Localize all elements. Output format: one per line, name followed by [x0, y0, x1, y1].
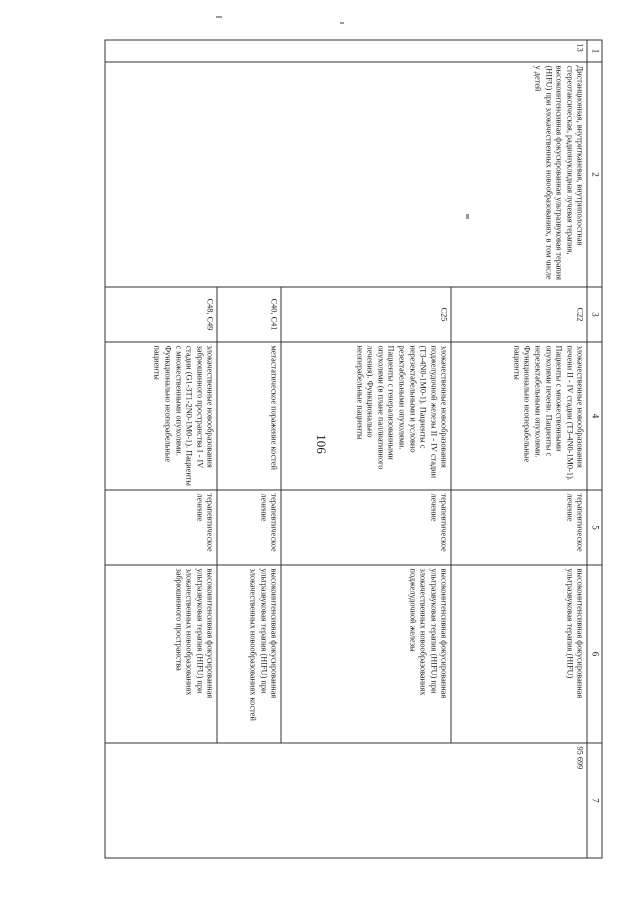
column-number: 7 — [587, 743, 602, 858]
service-name: Дистанционная, внутритканевая, внутриполостная стереотаксическая, радионуклидная лучевая терапия, высокоинтенсивная фокусированная ультразвуковая терапия (HIFU) при злокачественных новообразованиях, в том числе у детей — [105, 62, 587, 287]
treatment-type: терапевтическое лечение — [217, 490, 281, 565]
treatment-type: терапевтическое лечение — [105, 490, 217, 565]
column-number-row — [587, 40, 602, 858]
treatment-method: высокоинтенсивная фокусированная ультразвуковая терапия (HIFU) — [451, 565, 587, 743]
icd-code: C48, C49 — [105, 287, 217, 342]
column-number: 1 — [587, 40, 602, 62]
icd-code: C22 — [451, 287, 587, 342]
patient-model: злокачественные новообразования поджелудочной железы II - IV стадии (T3-4N0-1M0-1). Пациенты с нерезектабельными и условно резектабельными опухолями. Пациенты с генерализованными опухолями (в плане паллиативного лечения). Функционально неоперабельные пациенты — [281, 342, 451, 490]
treatment-method: высокоинтенсивная фокусированная ультразвуковая терапия (HIFU) при злокачественных новообразованиях забрюшинного пространства — [105, 565, 217, 743]
cost-value: 95 699 — [105, 743, 587, 858]
treatment-type: терапевтическое лечение — [281, 490, 451, 565]
page-number: 106 — [313, 434, 329, 454]
column-number: 2 — [587, 62, 602, 287]
patient-model: злокачественные новообразования забрюшинного пространства I - IV стадии (G1-3T1-2N0-1M0-1). Пациенты с множественными опухолями. Функционально неоперабельные пациенты — [105, 342, 217, 490]
icd-code: C25 — [281, 287, 451, 342]
column-number: 3 — [587, 287, 602, 342]
table-row — [451, 40, 587, 858]
icd-code: C40, C41 — [217, 287, 281, 342]
row-number: 13 — [105, 40, 587, 62]
services-table — [105, 40, 603, 859]
column-number: 4 — [587, 342, 602, 490]
treatment-type: терапевтическое лечение — [451, 490, 587, 565]
column-number: 5 — [587, 490, 602, 565]
rotated-table-container — [1, 0, 640, 905]
column-number: 6 — [587, 565, 602, 743]
treatment-method: высокоинтенсивная фокусированная ультразвуковая терапия (HIFU) при злокачественных новообразованиях поджелудочной железы — [281, 565, 451, 743]
patient-model: злокачественные новообразования печени II - IV стадии (T3-4N0-1M0-1). Пациенты с множественными опухолями печени. Пациенты с нерезектабельными опухолями. Функционально неоперабельные пациенты — [451, 342, 587, 490]
treatment-method: высокоинтенсивная фокусированная ультразвуковая терапия (HIFU) при злокачественных новообразованиях костей — [217, 565, 281, 743]
patient-model: метастатическое поражение костей — [217, 342, 281, 490]
